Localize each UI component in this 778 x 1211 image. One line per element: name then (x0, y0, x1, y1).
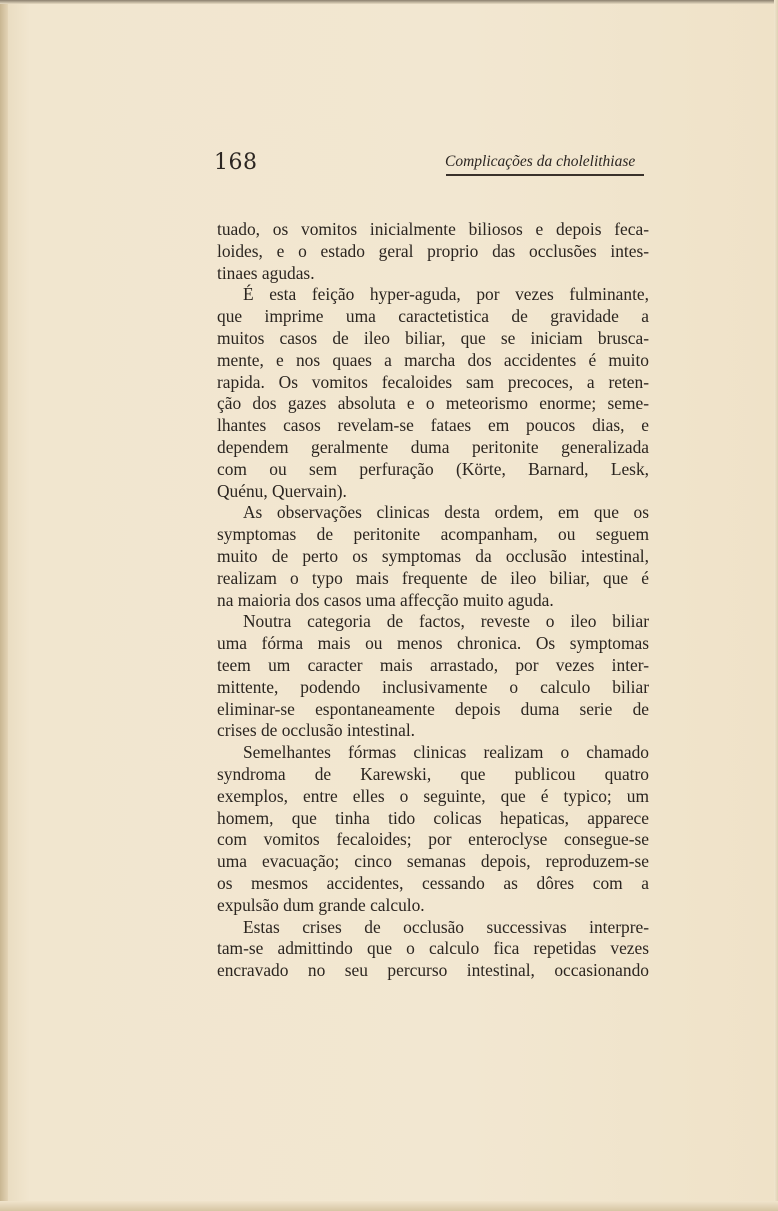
page-right-edge (774, 0, 778, 1211)
page-bottom-edge (0, 1201, 778, 1211)
text-line: syndroma de Karewski, que publicou quatro (217, 763, 649, 784)
text-line: encravado no seu percurso intestinal, occasionando (217, 960, 649, 981)
page-left-edge (0, 0, 8, 1211)
text-line: expulsão dum grande calculo. (217, 894, 425, 915)
text-line: Noutra categoria de factos, reveste o ileo biliar (243, 611, 649, 632)
text-line: tuado, os vomitos inicialmente biliosos e depois feca- (217, 219, 649, 239)
text-line: muito de perto os symptomas da occlusão intestinal, (217, 545, 649, 566)
text-line: teem um caracter mais arrastado, por vezes inter- (217, 654, 649, 675)
text-line: uma evacuação; cinco semanas depois, reproduzem-se (217, 851, 649, 872)
text-line: que imprime uma caractetistica de gravidade a (217, 306, 649, 327)
text-line: mente, e nos quaes a marcha dos accidentes é muito (217, 349, 649, 370)
text-line: tinaes agudas. (217, 262, 315, 283)
text-line: uma fórma mais ou menos chronica. Os symptomas (217, 633, 649, 654)
text-line: dependem geralmente duma peritonite generalizada (217, 436, 649, 457)
text-line: lhantes casos revelam-se fataes em poucos dias, e (217, 415, 649, 436)
text-line: tam-se admittindo que o calculo fica repetidas vezes (217, 938, 649, 959)
text-line: com vomitos fecaloides; por enteroclyse consegue-se (217, 829, 649, 850)
text-line: As observações clinicas desta ordem, em que os (243, 502, 649, 523)
text-line: muitos casos de ileo biliar, que se iniciam brusca- (217, 327, 649, 348)
text-line: mittente, podendo inclusivamente o calculo biliar (217, 676, 649, 697)
page-top-edge (0, 0, 778, 4)
text-line: os mesmos accidentes, cessando as dôres com a (217, 872, 649, 893)
text-line: na maioria dos casos uma affecção muito aguda. (217, 589, 554, 610)
text-line: com ou sem perfuração (Körte, Barnard, Lesk, (217, 458, 649, 479)
text-line: eliminar-se espontaneamente depois duma serie de (217, 698, 649, 719)
text-line: Semelhantes fórmas clinicas realizam o chamado (243, 742, 649, 763)
text-line: Quénu, Quervain). (217, 480, 347, 501)
text-line: symptomas de peritonite acompanham, ou seguem (217, 524, 649, 545)
text-line: Estas crises de occlusão successivas interpre- (243, 916, 649, 937)
text-line: rapida. Os vomitos fecaloides sam precoces, a reten- (217, 371, 649, 392)
text-line: ção dos gazes absoluta e o meteorismo enorme; seme- (217, 393, 649, 414)
text-line: realizam o typo mais frequente de ileo biliar, que é (217, 567, 649, 588)
text-line: loides, e o estado geral proprio das occlusões intes- (217, 240, 649, 261)
header-rule (446, 174, 644, 176)
text-line: É esta feição hyper-aguda, por vezes fulminante, (243, 284, 649, 305)
text-line: exemplos, entre elles o seguinte, que é typico; um (217, 785, 649, 806)
running-head: Complicações da cholelithiase (445, 153, 636, 170)
text-line: crises de occlusão intestinal. (217, 720, 415, 741)
page-number: 168 (214, 150, 258, 175)
text-line: homem, que tinha tido colicas hepaticas, apparece (217, 807, 649, 828)
body-text (217, 219, 649, 982)
